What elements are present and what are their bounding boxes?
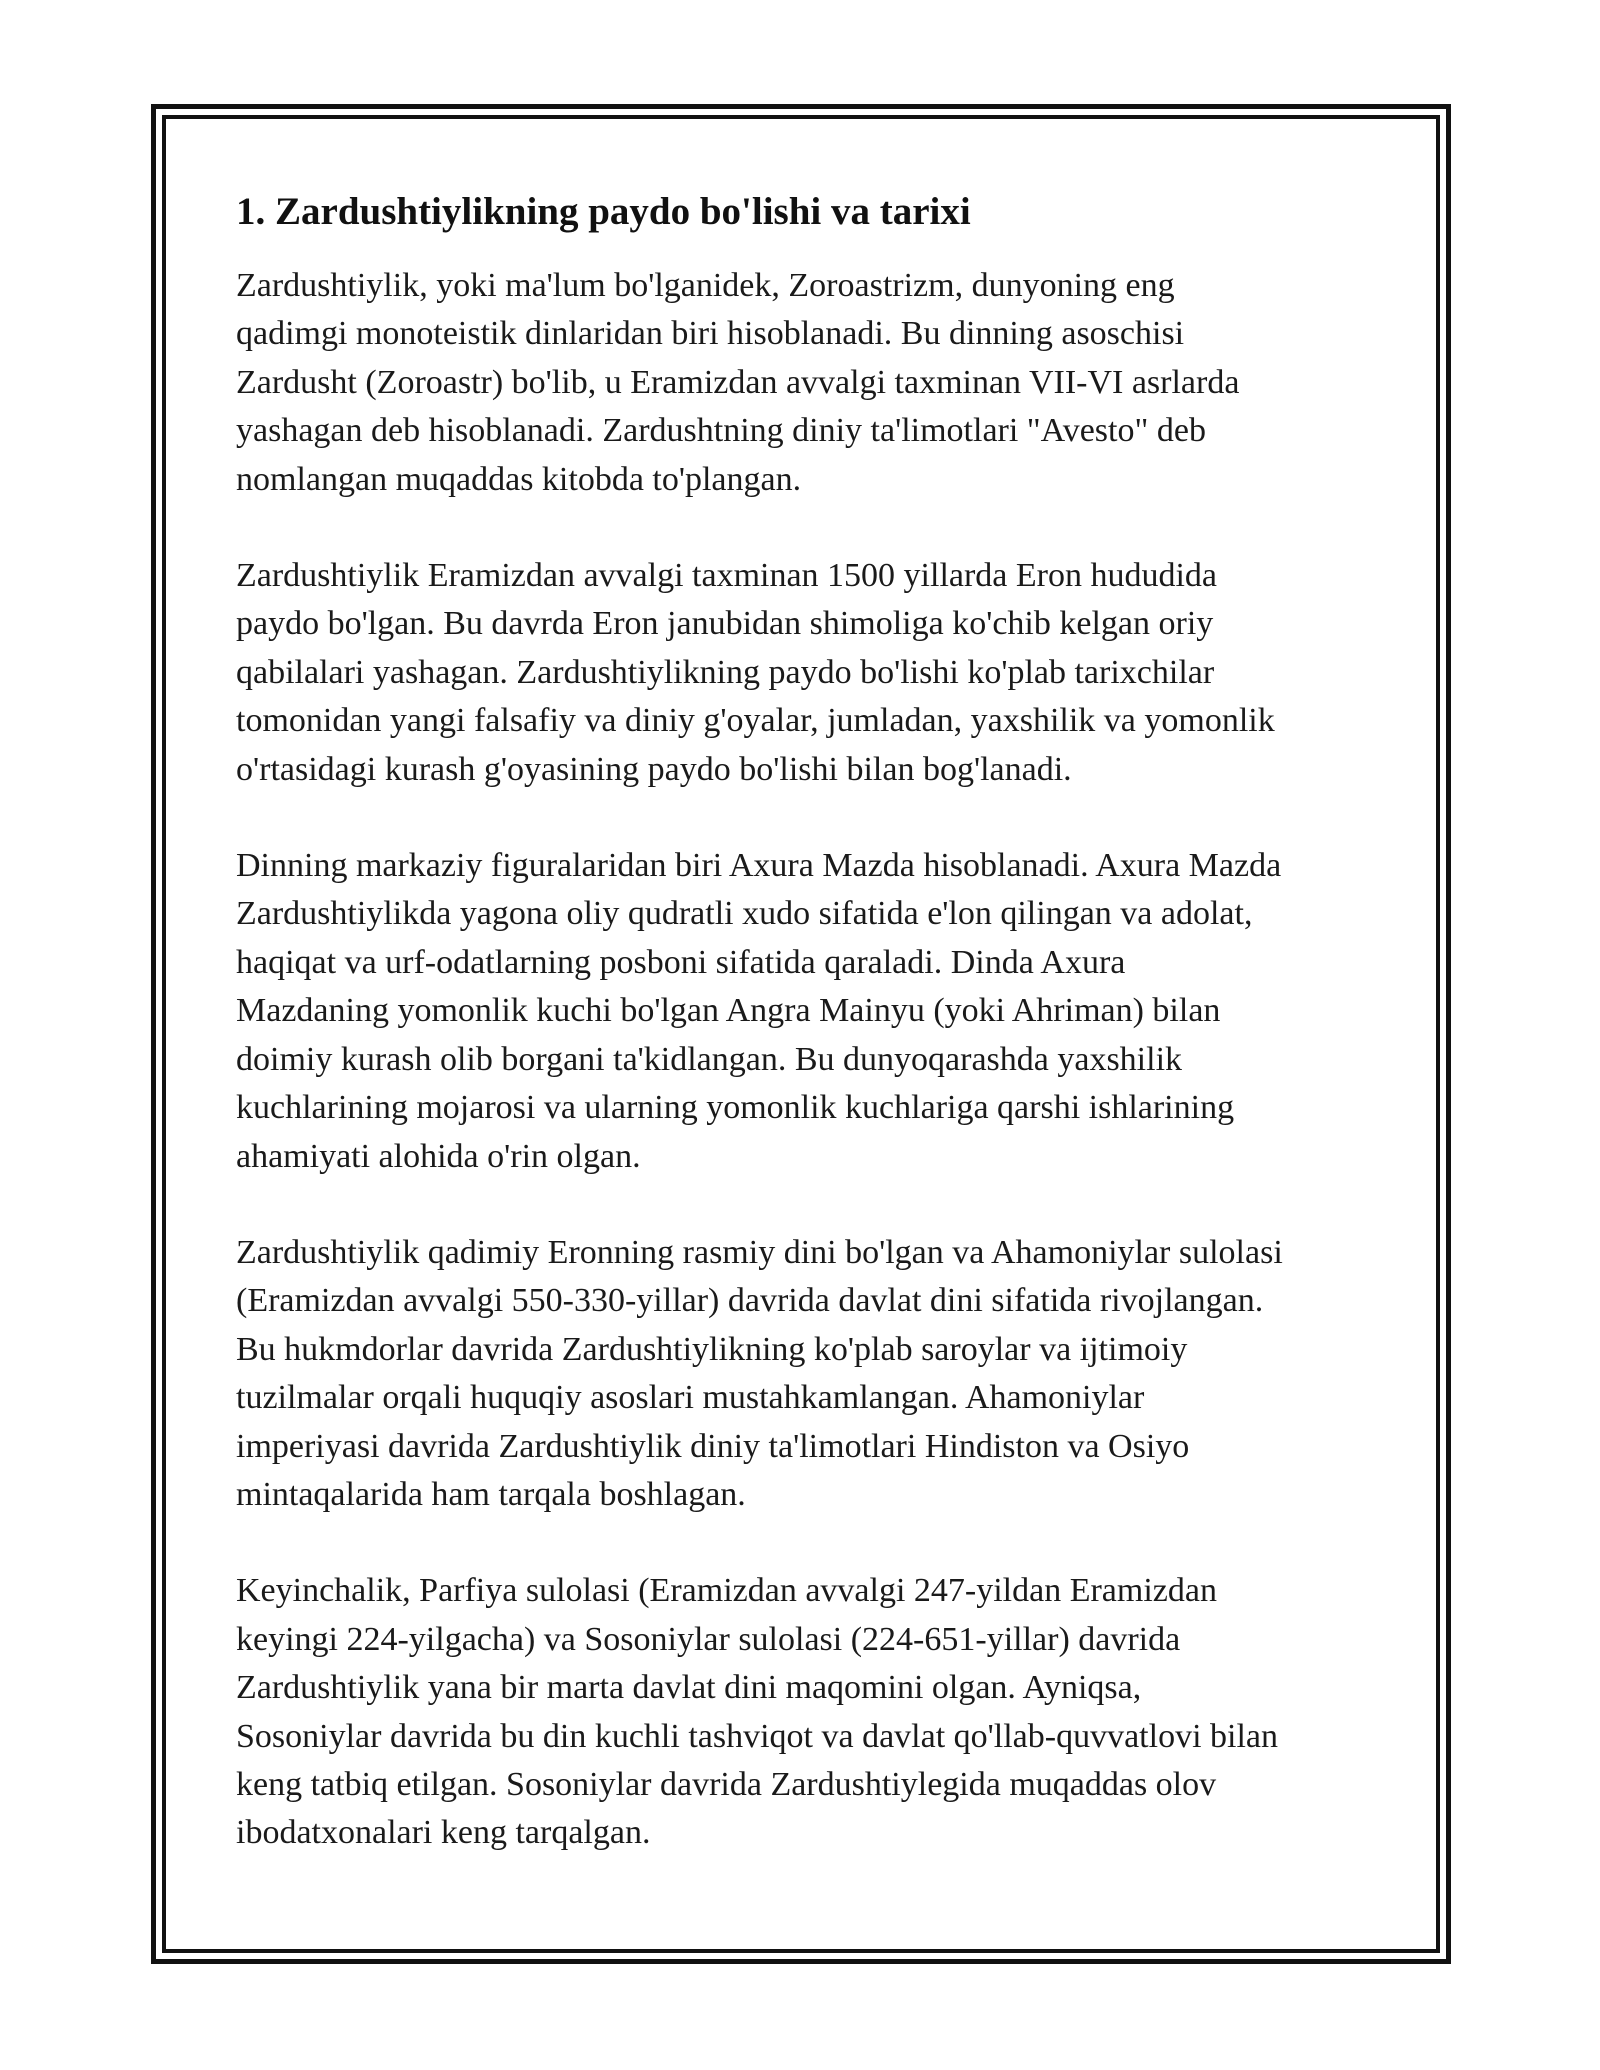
paragraph-line: Zardushtiylik yana bir marta davlat dini maqomini olgan. Ayniqsa, xyxy=(236,1669,1142,1707)
paragraph-line: Dinning markaziy figuralaridan biri Axura Mazda hisoblanadi. Axura Mazda xyxy=(236,847,1282,885)
paragraph-5 xyxy=(236,1567,1376,1857)
paragraph-line: doimiy kurash olib borgani ta'kidlangan. Bu dunyoqarashda yaxshilik xyxy=(236,1040,1183,1078)
paragraph-3 xyxy=(236,842,1376,1181)
paragraph-2 xyxy=(236,552,1376,794)
paragraph-line: keng tatbiq etilgan. Sosoniylar davrida Zardushtiylegida muqaddas olov xyxy=(236,1765,1217,1803)
paragraph-line: imperiyasi davrida Zardushtiylik diniy ta'limotlari Hindiston va Osiyo xyxy=(236,1427,1190,1465)
section-heading: 1. Zardushtiylikning paydo bo'lishi va tarixi xyxy=(236,190,971,233)
paragraph-line: Mazdaning yomonlik kuchi bo'lgan Angra Mainyu (yoki Ahriman) bilan xyxy=(236,992,1221,1030)
paragraph-1 xyxy=(236,262,1376,504)
paragraph-line: Zardushtiylikda yagona oliy qudratli xudo sifatida e'lon qilingan va adolat, xyxy=(236,895,1253,933)
paragraph-line: qadimgi monoteistik dinlaridan biri hisoblanadi. Bu dinning asoschisi xyxy=(236,315,1185,353)
paragraph-line: paydo bo'lgan. Bu davrda Eron janubidan shimoliga ko'chib kelgan oriy xyxy=(236,605,1214,643)
paragraph-line: haqiqat va urf-odatlarning posboni sifatida qaraladi. Dinda Axura xyxy=(236,943,1126,981)
paragraph-line: Bu hukmdorlar davrida Zardushtiylikning ko'plab saroylar va ijtimoiy xyxy=(236,1330,1188,1368)
paragraph-4 xyxy=(236,1229,1376,1519)
paragraph-line: kuchlarining mojarosi va ularning yomonlik kuchlariga qarshi ishlarining xyxy=(236,1089,1235,1127)
document-content xyxy=(236,184,1376,1906)
paragraph-line: ahamiyati alohida o'rin olgan. xyxy=(236,1137,641,1175)
paragraph-line: Zardushtiylik qadimiy Eronning rasmiy dini bo'lgan va Ahamoniylar sulolasi xyxy=(236,1233,1283,1271)
paragraph-line: tuzilmalar orqali huquqiy asoslari mustahkamlangan. Ahamoniylar xyxy=(236,1379,1145,1417)
paragraph-line: tomonidan yangi falsafiy va diniy g'oyalar, jumladan, yaxshilik va yomonlik xyxy=(236,702,1275,740)
paragraph-line: yashagan deb hisoblanadi. Zardushtning diniy ta'limotlari "Avesto" deb xyxy=(236,412,1206,450)
paragraph-line: Sosoniylar davrida bu din kuchli tashviqot va davlat qo'llab-quvvatlovi bilan xyxy=(236,1717,1278,1755)
paragraph-line: mintaqalarida ham tarqala boshlagan. xyxy=(236,1475,746,1513)
paragraph-line: Zardusht (Zoroastr) bo'lib, u Eramizdan avvalgi taxminan VII-VI asrlarda xyxy=(236,363,1240,401)
paragraph-line: (Eramizdan avvalgi 550-330-yillar) davrida davlat dini sifatida rivojlangan. xyxy=(236,1282,1264,1320)
paragraph-line: ibodatxonalari keng tarqalgan. xyxy=(236,1814,651,1852)
paragraph-line: Keyinchalik, Parfiya sulolasi (Eramizdan avvalgi 247-yildan Eramizdan xyxy=(236,1572,1217,1610)
paragraph-line: o'rtasidagi kurash g'oyasining paydo bo'lishi bilan bog'lanadi. xyxy=(236,750,1072,788)
paragraph-line: nomlangan muqaddas kitobda to'plangan. xyxy=(236,460,802,498)
paragraph-line: qabilalari yashagan. Zardushtiylikning paydo bo'lishi ko'plab tarixchilar xyxy=(236,653,1215,691)
paragraph-line: Zardushtiylik, yoki ma'lum bo'lganidek, Zoroastrizm, dunyoning eng xyxy=(236,267,1175,304)
paragraph-line: keyingi 224-yilgacha) va Sosoniylar sulolasi (224-651-yillar) davrida xyxy=(236,1620,1181,1658)
paragraph-line: Zardushtiylik Eramizdan avvalgi taxminan 1500 yillarda Eron hududida xyxy=(236,557,1218,595)
